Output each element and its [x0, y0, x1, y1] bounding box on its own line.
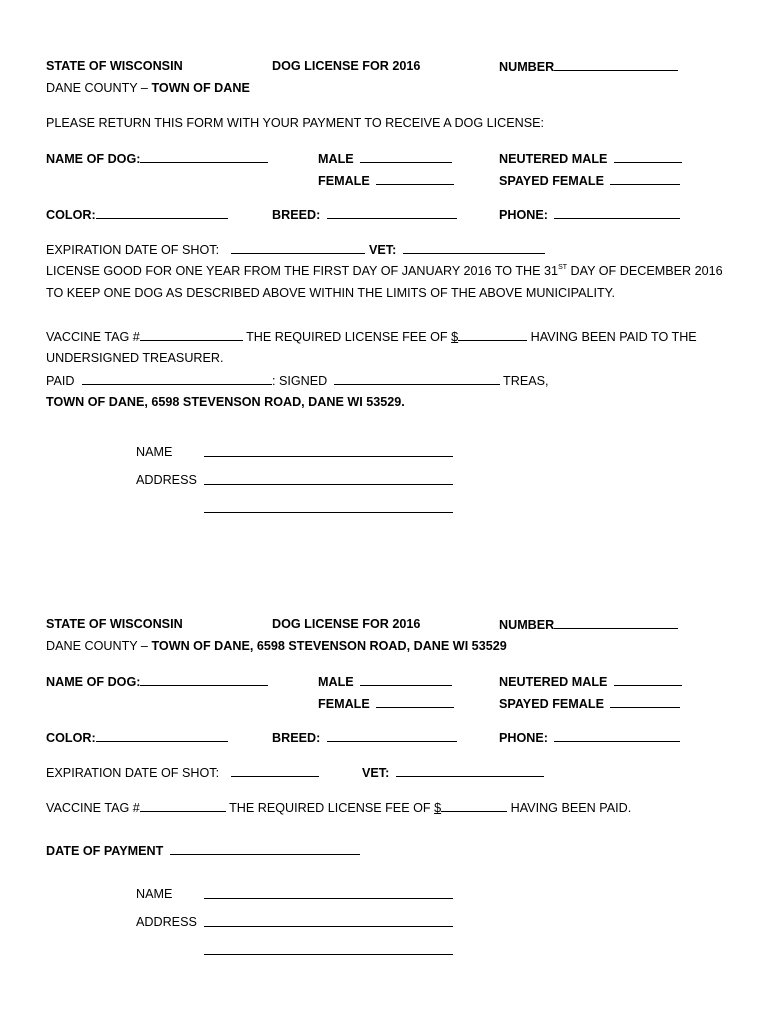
vet-label: VET:	[362, 766, 390, 780]
address-blank-1[interactable]	[204, 484, 453, 485]
address-blank-1[interactable]	[204, 926, 453, 927]
female-blank[interactable]	[376, 172, 454, 185]
date-of-payment-label: DATE OF PAYMENT	[46, 844, 164, 858]
color-field[interactable]	[46, 206, 228, 222]
female-field[interactable]	[318, 695, 454, 711]
expiration-label: EXPIRATION DATE OF SHOT:	[46, 243, 220, 257]
breed-label: BREED:	[272, 208, 321, 222]
breed-label: BREED:	[272, 731, 321, 745]
county-line	[46, 80, 250, 96]
female-field[interactable]	[318, 172, 454, 188]
dog-name-label: NAME OF DOG:	[46, 152, 141, 166]
breed-field[interactable]	[272, 729, 457, 745]
county-town: TOWN OF DANE, 6598 STEVENSON ROAD, DANE WI 53529	[151, 639, 507, 653]
male-field[interactable]	[318, 150, 452, 166]
neutered-male-label: NEUTERED MALE	[499, 152, 608, 166]
dollar-sign: $	[451, 330, 459, 344]
name-blank[interactable]	[204, 456, 453, 457]
paid-signed-line[interactable]	[46, 372, 549, 388]
dollar-sign: $	[434, 801, 442, 815]
name-label: NAME	[136, 887, 173, 901]
having-paid-text: HAVING BEEN PAID.	[510, 801, 632, 815]
vet-field[interactable]	[369, 241, 545, 257]
vaccine-tag-label: VACCINE TAG #	[46, 801, 140, 815]
date-of-payment-field[interactable]	[46, 842, 360, 858]
county-prefix: DANE COUNTY –	[46, 639, 152, 653]
phone-blank[interactable]	[554, 206, 680, 219]
vet-field[interactable]	[362, 764, 544, 780]
address-blank-2[interactable]	[204, 512, 453, 513]
spayed-female-label: SPAYED FEMALE	[499, 697, 604, 711]
color-blank[interactable]	[96, 729, 228, 742]
phone-blank[interactable]	[554, 729, 680, 742]
vaccine-tag-blank[interactable]	[140, 799, 226, 812]
vet-label: VET:	[369, 243, 397, 257]
female-label: FEMALE	[318, 174, 370, 188]
treas-label: TREAS,	[503, 374, 549, 388]
vaccine-tag-label: VACCINE TAG #	[46, 330, 140, 344]
form-title: DOG LICENSE FOR 2016	[272, 59, 421, 73]
paid-blank[interactable]	[82, 372, 272, 385]
undersigned-text: UNDERSIGNED TREASURER.	[46, 351, 224, 365]
neutered-male-field[interactable]	[499, 150, 682, 166]
phone-label: PHONE:	[499, 731, 548, 745]
spayed-female-field[interactable]	[499, 172, 680, 188]
date-of-payment-blank[interactable]	[170, 842, 360, 855]
number-blank[interactable]	[554, 616, 678, 629]
dog-name-field[interactable]	[46, 673, 268, 689]
paid-label: PAID	[46, 374, 75, 388]
male-label: MALE	[318, 675, 354, 689]
breed-blank[interactable]	[327, 729, 457, 742]
having-paid-text: HAVING BEEN PAID TO THE	[530, 330, 697, 344]
spayed-female-field[interactable]	[499, 695, 680, 711]
address-label: ADDRESS	[136, 915, 197, 929]
male-field[interactable]	[318, 673, 452, 689]
license-period-superscript: ST	[558, 264, 568, 271]
fee-blank[interactable]	[458, 328, 527, 341]
town-address: TOWN OF DANE, 6598 STEVENSON ROAD, DANE WI 53529.	[46, 395, 405, 409]
phone-field[interactable]	[499, 206, 680, 222]
male-label: MALE	[318, 152, 354, 166]
neutered-male-blank[interactable]	[614, 673, 682, 686]
fee-label: THE REQUIRED LICENSE FEE OF	[229, 801, 435, 815]
county-town: TOWN OF DANE	[151, 81, 250, 95]
male-blank[interactable]	[360, 150, 452, 163]
color-label: COLOR:	[46, 208, 96, 222]
fee-label: THE REQUIRED LICENSE FEE OF	[246, 330, 452, 344]
instruction-text: PLEASE RETURN THIS FORM WITH YOUR PAYMENT TO RECEIVE A DOG LICENSE:	[46, 116, 545, 130]
vaccine-fee-line[interactable]	[46, 328, 697, 344]
number-label: NUMBER	[499, 60, 555, 74]
vaccine-tag-blank[interactable]	[140, 328, 243, 341]
color-field[interactable]	[46, 729, 228, 745]
number-field[interactable]	[499, 58, 678, 74]
female-label: FEMALE	[318, 697, 370, 711]
license-period-part-2: DAY OF DECEMBER 2016	[567, 264, 723, 278]
dog-name-label: NAME OF DOG:	[46, 675, 141, 689]
number-blank[interactable]	[554, 58, 678, 71]
county-prefix: DANE COUNTY –	[46, 81, 152, 95]
number-label: NUMBER	[499, 618, 555, 632]
state-heading: STATE OF WISCONSIN	[46, 59, 183, 73]
spayed-female-label: SPAYED FEMALE	[499, 174, 604, 188]
name-blank[interactable]	[204, 898, 453, 899]
color-blank[interactable]	[96, 206, 228, 219]
signed-blank[interactable]	[334, 372, 500, 385]
license-period-part-1: LICENSE GOOD FOR ONE YEAR FROM THE FIRST DAY OF JANUARY 2016 TO THE 31	[46, 264, 559, 278]
female-blank[interactable]	[376, 695, 454, 708]
spayed-female-blank[interactable]	[610, 172, 680, 185]
name-label: NAME	[136, 445, 173, 459]
breed-field[interactable]	[272, 206, 457, 222]
signed-label: : SIGNED	[271, 374, 328, 388]
dog-name-blank[interactable]	[140, 673, 268, 686]
vet-blank[interactable]	[396, 764, 544, 777]
expiration-field[interactable]	[46, 764, 319, 780]
spayed-female-blank[interactable]	[610, 695, 680, 708]
expiration-label: EXPIRATION DATE OF SHOT:	[46, 766, 220, 780]
dog-name-field[interactable]	[46, 150, 268, 166]
address-label: ADDRESS	[136, 473, 197, 487]
county-line	[46, 638, 507, 654]
color-label: COLOR:	[46, 731, 96, 745]
breed-blank[interactable]	[327, 206, 457, 219]
vet-blank[interactable]	[403, 241, 545, 254]
license-period-text	[46, 263, 723, 279]
phone-field[interactable]	[499, 729, 680, 745]
address-blank-2[interactable]	[204, 954, 453, 955]
form-title: DOG LICENSE FOR 2016	[272, 617, 421, 631]
phone-label: PHONE:	[499, 208, 548, 222]
expiration-field[interactable]	[46, 241, 365, 257]
neutered-male-field[interactable]	[499, 673, 682, 689]
neutered-male-label: NEUTERED MALE	[499, 675, 608, 689]
male-blank[interactable]	[360, 673, 452, 686]
number-field[interactable]	[499, 616, 678, 632]
fee-blank[interactable]	[441, 799, 507, 812]
state-heading: STATE OF WISCONSIN	[46, 617, 183, 631]
vaccine-fee-line[interactable]	[46, 799, 631, 815]
neutered-male-blank[interactable]	[614, 150, 682, 163]
expiration-blank[interactable]	[231, 764, 319, 777]
expiration-blank[interactable]	[231, 241, 365, 254]
dog-name-blank[interactable]	[140, 150, 268, 163]
keep-one-dog-text: TO KEEP ONE DOG AS DESCRIBED ABOVE WITHIN THE LIMITS OF THE ABOVE MUNICIPALITY.	[46, 286, 615, 300]
